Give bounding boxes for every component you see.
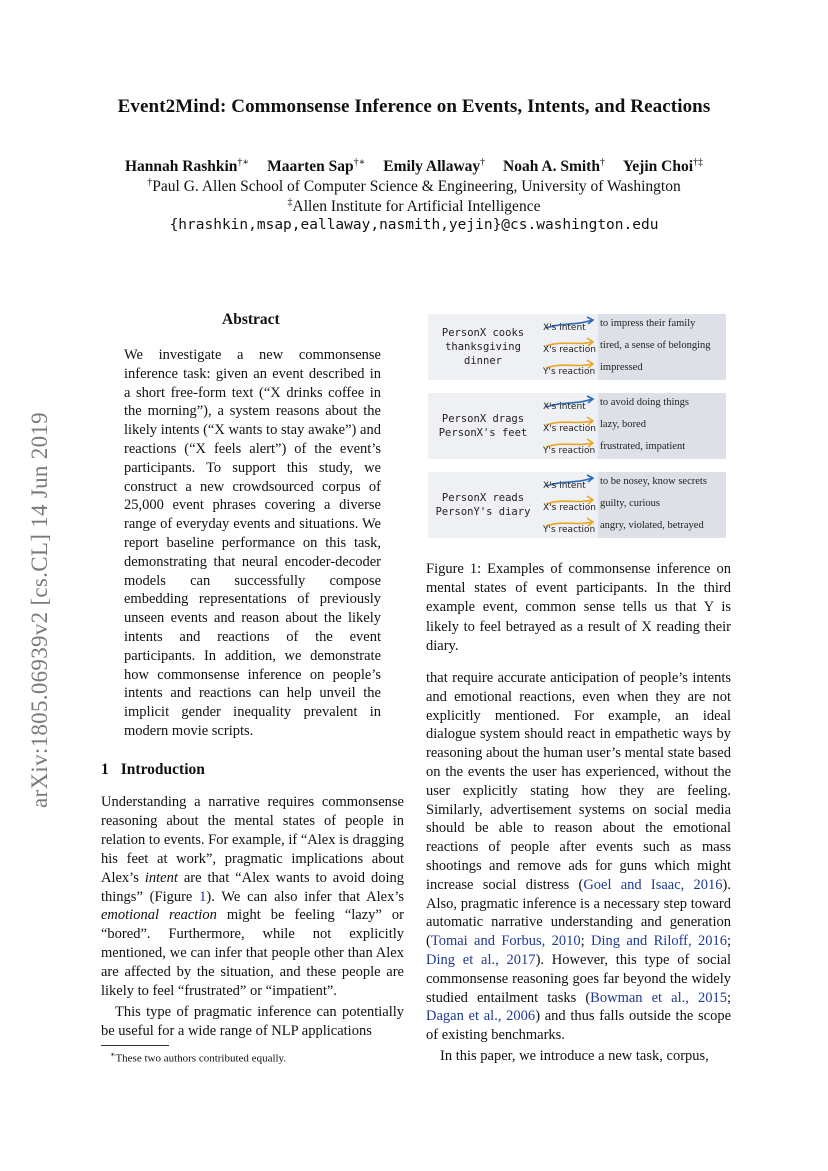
author: Hannah Rashkin†∗ — [124, 157, 250, 176]
author: Yejin Choi†‡ — [622, 157, 704, 176]
x-reaction-label: X's reaction — [543, 424, 596, 434]
figure-row — [428, 472, 726, 538]
arxiv-identifier: arXiv:1805.06939v2 [cs.CL] 14 Jun 2019 — [27, 412, 52, 808]
figure-row — [428, 393, 726, 459]
intent-label: X's intent — [543, 402, 586, 412]
author: Maarten Sap†∗ — [267, 157, 366, 176]
event-phrase: PersonX drags PersonX's feet — [438, 413, 528, 439]
citation-link[interactable]: Ding et al., 2017 — [426, 951, 536, 968]
y-reaction-value: angry, violated, betrayed — [600, 520, 704, 531]
section-heading — [101, 761, 205, 779]
intent-value: to be nosey, know secrets — [600, 476, 707, 487]
citation-link[interactable]: Goel and Isaac, 2016 — [583, 876, 723, 893]
citation-link[interactable]: Ding and Riloff, 2016 — [590, 933, 727, 950]
y-reaction-value: impressed — [600, 362, 643, 373]
intent-label: X's intent — [543, 481, 586, 491]
x-reaction-label: X's reaction — [543, 503, 596, 513]
affiliation-uw: †Paul G. Allen School of Computer Science & Engineering, University of Washington — [147, 177, 681, 196]
paragraph: This type of pragmatic inference can potentially be useful for a wide range of NLP applications — [101, 1003, 404, 1039]
y-reaction-label: Y's reaction — [543, 525, 596, 535]
citation-link[interactable]: Bowman et al., 2015 — [590, 989, 727, 1006]
abstract-heading: Abstract — [222, 311, 280, 328]
figure-row — [428, 314, 726, 380]
affiliation-ai2: ‡Allen Institute for Artificial Intelligence — [287, 197, 541, 216]
intro-right-column — [426, 669, 731, 1066]
author-list — [0, 157, 828, 176]
abstract-text: We investigate a new commonsense inference task: given an event described in a short free-form text (“X drinks coffee in the morning”), a system reasons about the likely intents (“X wants to stay awake”) and reactions (“X feels alert”) of the event’s participants. To support this study, we construct a new crowdsourced corpus of 25,000 event phrases covering a diverse range of everyday events and situations. We report baseline performance on this task, demonstrating that neural encoder-decoder models can successfully compose embedding representations of previously unseen events and reason about the likely intents and reactions of the event participants. In addition, we demonstrate how commonsense inference on people’s intents and reactions can help unveil the implicit gender inequality prevalent in modern movie scripts. — [124, 347, 381, 739]
intent-label: X's intent — [543, 323, 586, 333]
author: Emily Allaway† — [383, 157, 486, 176]
x-reaction-label: X's reaction — [543, 345, 596, 355]
intent-value: to impress their family — [600, 318, 696, 329]
paragraph: Understanding a narrative requires commonsense reasoning about the mental states of people in relation to events. For example, if “Alex is dragging his feet at work”, pragmatic implications about Alex’s intent are that “Alex wants to avoid doing things” (Figure 1). We can also infer that Alex’s emotional reaction might be feeling “lazy” or “bored”. Furthermore, while not explicitly mentioned, we can infer that people other than Alex are affected by the situation, and these people are likely to feel “frustrated” or “impatient”. — [101, 794, 405, 1000]
y-reaction-label: Y's reaction — [543, 446, 596, 456]
x-reaction-value: tired, a sense of belonging — [600, 340, 711, 351]
section-title: Introduction — [120, 761, 205, 778]
citation-link[interactable]: Tomai and Forbus, 2010 — [430, 933, 581, 950]
paragraph: that require accurate anticipation of people’s intents and emotional reactions, even when they are not explicitly mentioned. For example, an ideal dialogue system should react in empathetic ways by reasoning about the human user’s mental state based on the events the user has experienced, without the user explicitly stating how they are feeling. Similarly, advertisement systems on social media should be able to reason about the emotional reactions of people after events such as mass shootings and remove ads for guns which might increase social distress (Goel and Isaac, 2016). Also, pragmatic inference is a necessary step toward automatic narrative understanding and generation (Tomai and Forbus, 2010; Ding and Riloff, 2016; Ding et al., 2017). However, this type of social commonsense reasoning goes far beyond the widely studied entailment tasks (Bowman et al., 2015; Dagan et al., 2006) and thus falls outside the scope of existing benchmarks. — [426, 670, 732, 1044]
author-emails: {hrashkin,msap,eallaway,nasmith,yejin}@cs.washington.edu — [169, 217, 659, 233]
x-reaction-value: guilty, curious — [600, 498, 660, 509]
intro-left-column — [101, 793, 404, 1041]
footnote-rule — [101, 1045, 169, 1046]
figure-link[interactable]: 1 — [199, 888, 207, 905]
event-phrase: PersonX reads PersonY's diary — [435, 492, 531, 518]
event-phrase: PersonX cooks thanksgiving dinner — [441, 327, 525, 367]
paper-title: Event2Mind: Commonsense Inference on Events, Intents, and Reactions — [117, 96, 711, 117]
footnote: ∗These two authors contributed equally. — [110, 1050, 287, 1065]
y-reaction-label: Y's reaction — [543, 367, 596, 377]
y-reaction-value: frustrated, impatient — [600, 441, 686, 452]
x-reaction-value: lazy, bored — [600, 419, 646, 430]
author: Noah A. Smith† — [503, 157, 605, 176]
citation-link[interactable]: Dagan et al., 2006 — [426, 1008, 536, 1025]
paragraph: In this paper, we introduce a new task, corpus, — [440, 1047, 709, 1064]
intent-value: to avoid doing things — [600, 397, 689, 408]
section-number: 1 — [101, 761, 109, 778]
figure-caption: Figure 1: Examples of commonsense inference on mental states of event participants. In the third example event, common sense tells us that Y is likely to feel betrayed as a result of X reading their diary. — [426, 561, 731, 654]
